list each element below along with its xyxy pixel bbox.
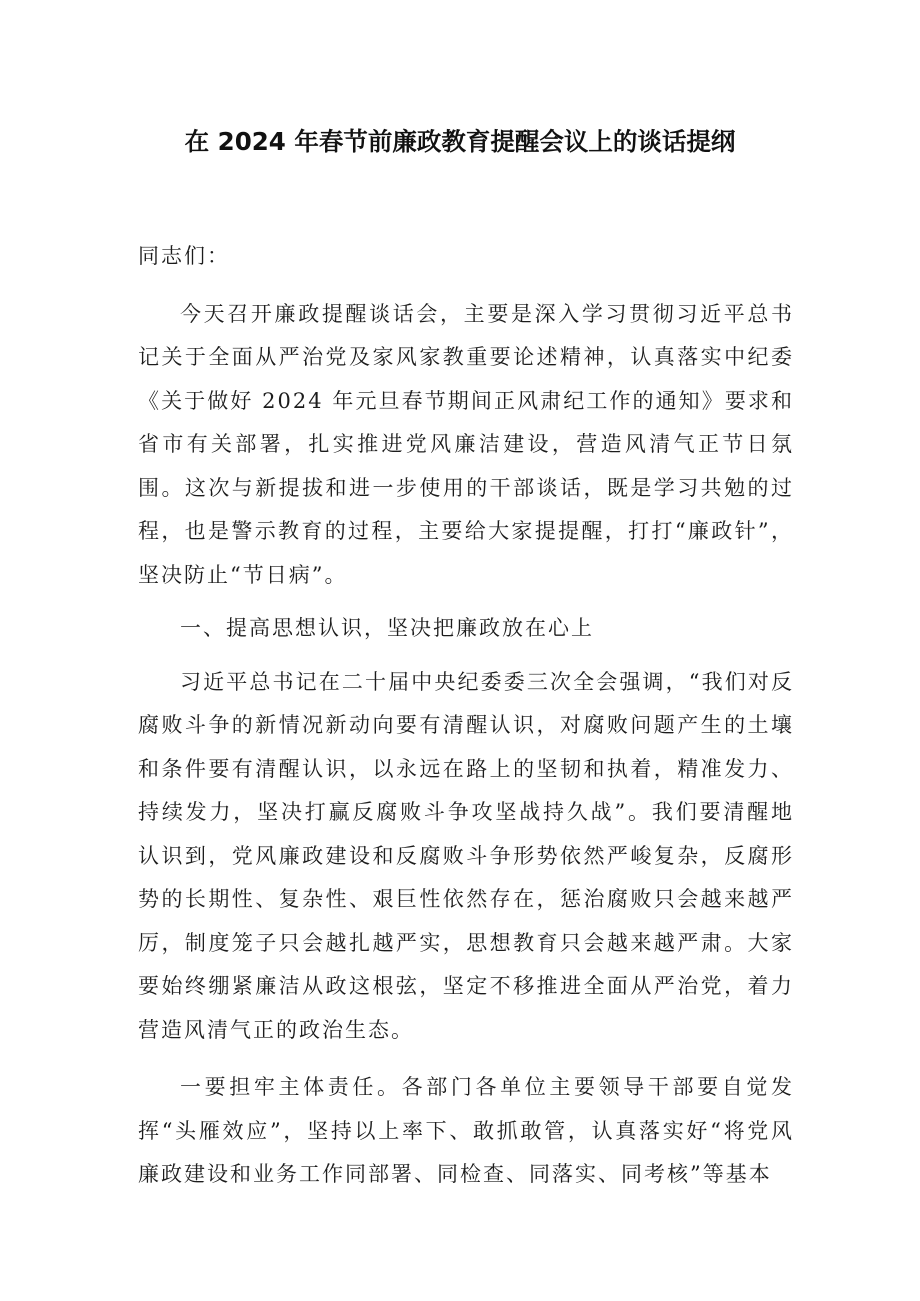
- document-title: 在 2024 年春节前廉政教育提醒会议上的谈话提纲: [184, 127, 736, 156]
- body-paragraph: 一要担牢主体责任。各部门各单位主要领导干部要自觉发挥“头雁效应”，坚持以上率下、敢抓敢管，认真落实好“将党风廉政建设和业务工作同部署、同检查、同落实、同考核”等基本: [138, 1075, 794, 1186]
- intro-paragraph: 今天召开廉政提醒谈话会，主要是深入学习贯彻习近平总书记关于全面从严治党及家风家教重要论述精神，认真落实中纪委《关于做好 2024 年元旦春节期间正风肃纪工作的通知》要求和省市有关部署，扎实推进党风廉洁建设，营造风清气正节日氛围。这次与新提拔和进一步使用的干部谈话，既是学习共勉的过程，也是警示教育的过程，主要给大家提提醒，打打“廉政针”，坚决防止“节日病”。: [138, 301, 794, 587]
- body-paragraph: 习近平总书记在二十届中央纪委委三次全会强调，“我们对反腐败斗争的新情况新动向要有清醒认识，对腐败问题产生的土壤和条件要有清醒认识，以永远在路上的坚韧和执着，精准发力、持续发力，坚决打赢反腐败斗争攻坚战持久战”。我们要清醒地认识到，党风廉政建设和反腐败斗争形势依然严峻复杂，反腐形势的长期性、复杂性、艰巨性依然存在，惩治腐败只会越来越严厉，制度笼子只会越扎越严实，思想教育只会越来越严肃。大家要始终绷紧廉洁从政这根弦，坚定不移推进全面从严治党，着力营造风清气正的政治生态。: [138, 669, 794, 1042]
- greeting: 同志们：: [138, 244, 230, 268]
- document-body: [138, 235, 794, 1197]
- section-heading: 一、提高思想认识，坚决把廉政放在心上: [180, 616, 594, 640]
